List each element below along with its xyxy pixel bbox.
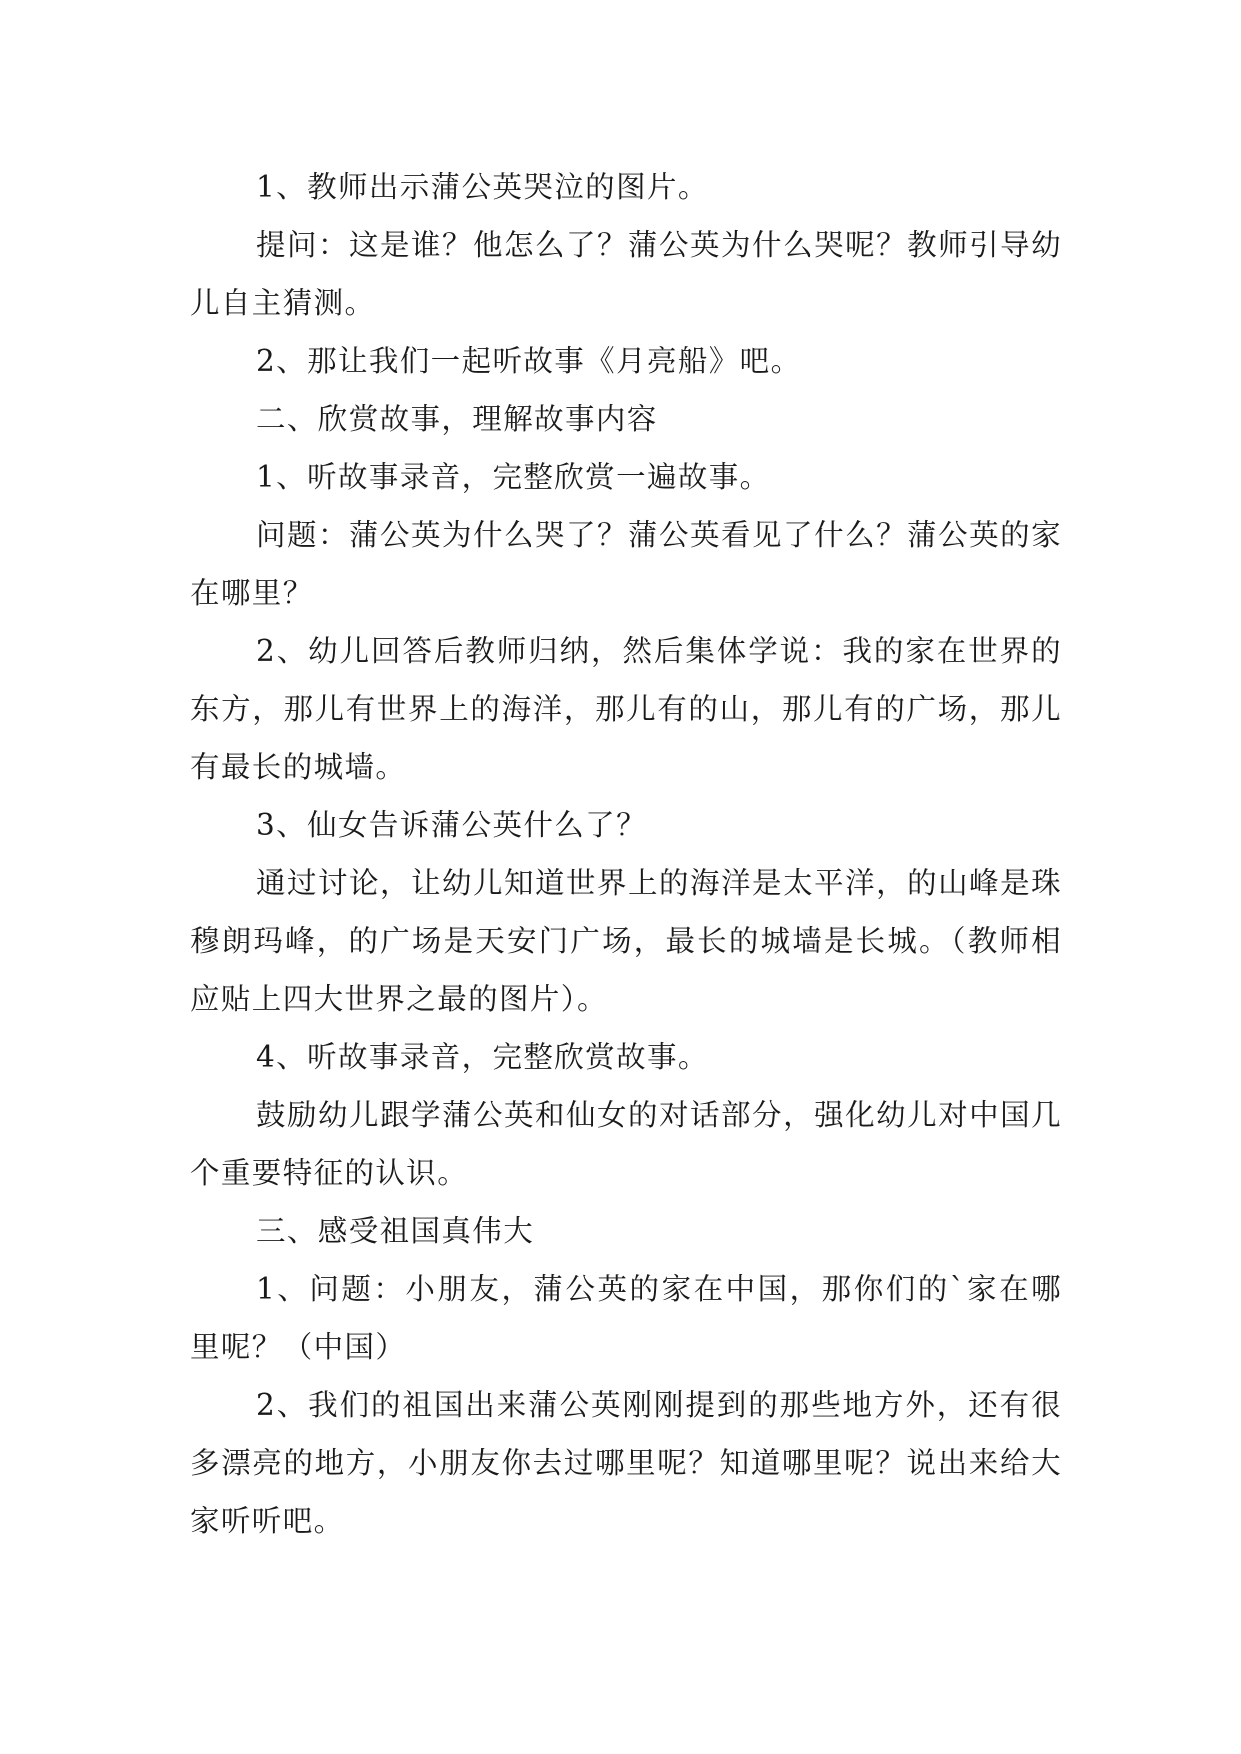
paragraph: 1、教师出示蒲公英哭泣的图片。	[256, 170, 709, 204]
document-body	[190, 158, 1062, 1550]
paragraph: 提问：这是谁？他怎么了？蒲公英为什么哭呢？教师引导幼儿自主猜测。	[190, 228, 1062, 320]
paragraph: 鼓励幼儿跟学蒲公英和仙女的对话部分，强化幼儿对中国几个重要特征的认识。	[190, 1098, 1062, 1190]
paragraph: 2、那让我们一起听故事《月亮船》吧。	[256, 344, 802, 378]
paragraph: 通过讨论，让幼儿知道世界上的海洋是太平洋，的山峰是珠穆朗玛峰，的广场是天安门广场，最长的城墙是长城。（教师相应贴上四大世界之最的图片）。	[190, 866, 1062, 1016]
paragraph: 2、幼儿回答后教师归纳，然后集体学说：我的家在世界的东方，那儿有世界上的海洋，那儿有的山，那儿有的广场，那儿有最长的城墙。	[190, 634, 1062, 784]
paragraph: 2、我们的祖国出来蒲公英刚刚提到的那些地方外，还有很多漂亮的地方，小朋友你去过哪里呢？知道哪里呢？说出来给大家听听吧。	[190, 1388, 1062, 1538]
paragraph: 1、听故事录音，完整欣赏一遍故事。	[256, 460, 771, 494]
paragraph: 3、仙女告诉蒲公英什么了？	[256, 808, 647, 842]
paragraph: 4、听故事录音，完整欣赏故事。	[256, 1040, 709, 1074]
section-heading: 三、感受祖国真伟大	[256, 1214, 535, 1248]
section-heading: 二、欣赏故事，理解故事内容	[256, 402, 658, 436]
paragraph: 1、问题：小朋友，蒲公英的家在中国，那你们的`家在哪里呢？（中国）	[190, 1272, 1062, 1364]
paragraph: 问题：蒲公英为什么哭了？蒲公英看见了什么？蒲公英的家在哪里？	[190, 518, 1062, 610]
